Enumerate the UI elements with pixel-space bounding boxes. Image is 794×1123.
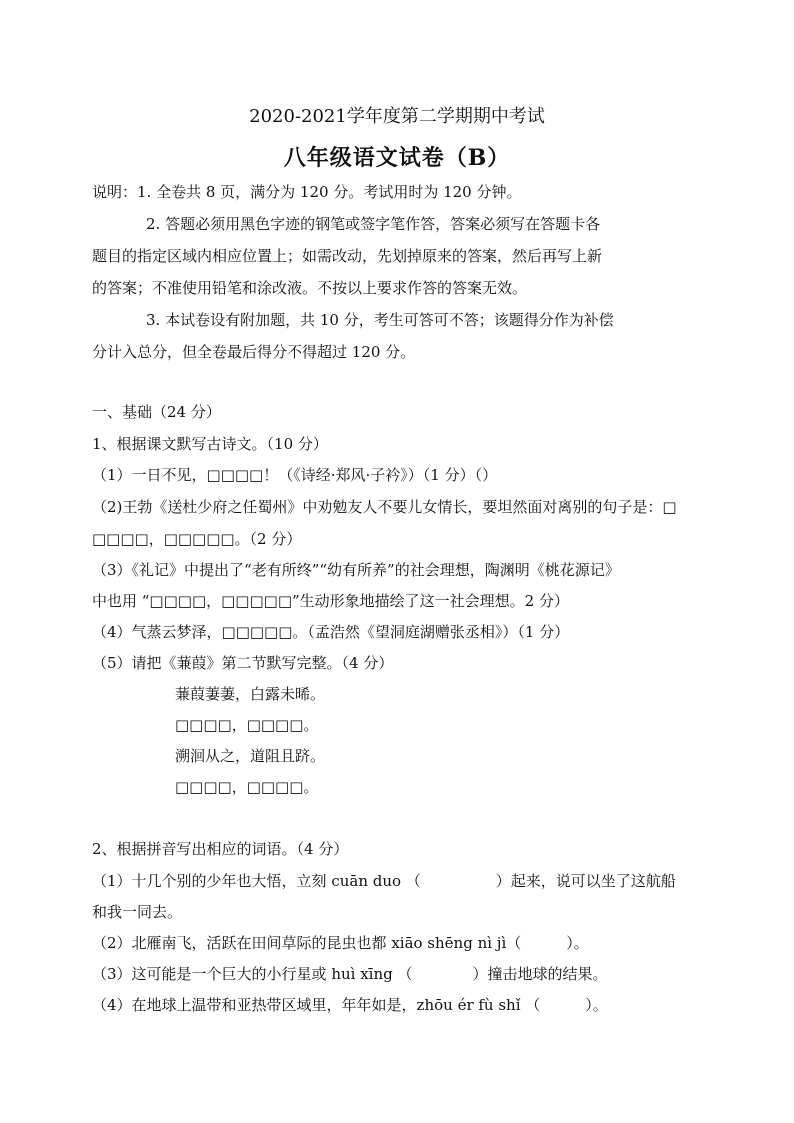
question-item: （2)王勃《送杜少府之任蜀州》中劝勉友人不要儿女情长，要坦然面对离别的句子是：□ xyxy=(92,498,677,516)
question-item: （4）气蒸云梦泽，□□□□□。（孟浩然《望洞庭湖赠张丞相》）（1 分） xyxy=(92,623,570,641)
instruction-line: 2. 答题必须用黑色字迹的钢笔或签字笔作答，答案必须写在答题卡各 xyxy=(146,215,601,233)
question-item: 和我一同去。 xyxy=(92,903,183,921)
question-item: □□□□，□□□□□。（2 分） xyxy=(92,530,302,548)
poem-line: 蒹葭萋萋，白露未晞。 xyxy=(175,685,326,703)
question-item: （5）请把《蒹葭》第二节默写完整。（4 分） xyxy=(92,654,394,672)
poem-line: 溯洄从之，道阻且跻。 xyxy=(175,747,326,765)
instruction-line: 的答案；不准使用铅笔和涂改液。不按以上要求作答的答案无效。 xyxy=(92,279,528,297)
question-item: （3）这可能是一个巨大的小行星或 huì xīng （ ）撞击地球的结果。 xyxy=(92,965,608,983)
question-item: （2）北雁南飞，活跃在田间草际的昆虫也都 xiāo shēng nì jì（ ）。 xyxy=(92,934,589,952)
question-item: （1）十几个别的少年也大悟，立刻 cuān duo （ ）起来，说可以坐了这航船 xyxy=(92,872,676,890)
exam-term-title: 2020-2021学年度第二学期期中考试 xyxy=(249,106,545,127)
question-stem: 2、根据拼音写出相应的词语。（4 分） xyxy=(92,840,349,858)
section-heading: 一、基础（24 分） xyxy=(92,403,221,421)
instruction-line: 3. 本试卷设有附加题，共 10 分，考生可答可不答；该题得分作为补偿 xyxy=(146,311,614,329)
question-item: （1）一日不见，□□□□！（《诗经·郑风·子衿》）（1 分）（） xyxy=(92,466,498,484)
instruction-line: 题目的指定区域内相应位置上；如需改动，先划掉原来的答案，然后再写上新 xyxy=(92,247,603,265)
question-stem: 1、根据课文默写古诗文。（10 分） xyxy=(92,435,328,453)
question-item: （4）在地球上温带和亚热带区域里，年年如是，zhōu ér fù shǐ （ ）。 xyxy=(92,996,608,1014)
exam-paper-title: 八年级语文试卷（B） xyxy=(283,145,511,171)
poem-line: □□□□，□□□□。 xyxy=(175,716,319,734)
poem-line: □□□□，□□□□。 xyxy=(175,778,319,796)
instruction-line: 说明：1. 全卷共 8 页，满分为 120 分。考试用时为 120 分钟。 xyxy=(92,183,522,201)
question-item: 中也用 “□□□□，□□□□□”生动形象地描绘了这一社会理想。2 分） xyxy=(92,592,569,610)
instruction-line: 分计入总分，但全卷最后得分不得超过 120 分。 xyxy=(92,343,416,361)
question-item: （3）《礼记》中提出了“老有所终”“幼有所养”的社会理想，陶渊明《桃花源记》 xyxy=(92,561,620,579)
